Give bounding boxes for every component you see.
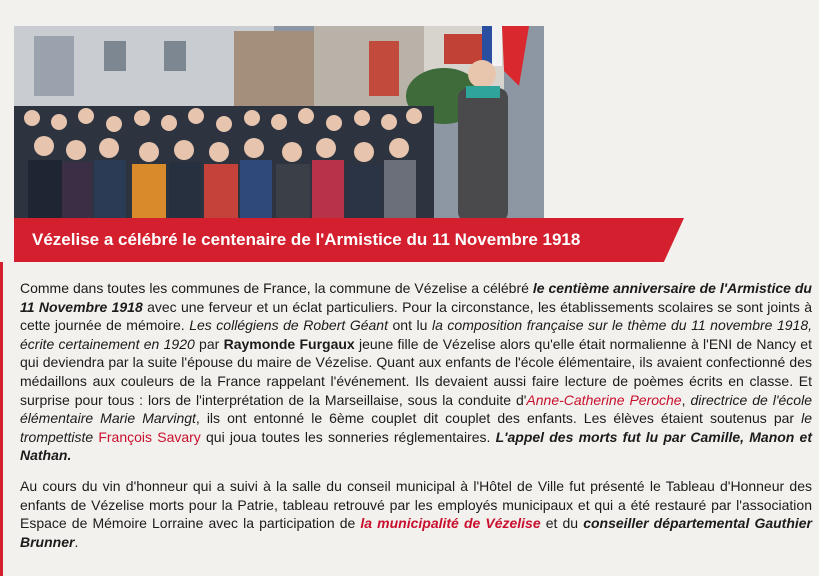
text-run: , ils ont entonné le 6ème couplet dit couplet des enfants. Les élèves étaient soutenus par <box>195 410 802 427</box>
text-run: , <box>681 391 691 408</box>
emphasis-appel-des-morts: L'appel des morts fut lu par Camille, Manon et Nathan. <box>20 428 813 464</box>
emphasis-centenary: le centième anniversaire de l'Armistice du 11 Novembre 1918 <box>20 280 812 315</box>
red-edge-rule <box>0 262 3 576</box>
emphasis-trompettiste: le trompettiste <box>20 410 812 445</box>
title-banner <box>14 218 684 262</box>
text-run: Au cours du vin d'honneur qui a suivi à la salle du conseil municipal à l'Hôtel de Ville fut présenté le Tableau d'Honneur des enfants de Vézelise morts pour la Patrie, tableau retrouvé par les employés municipaux et qui a été restauré par l'association Espace de Mémoire Lorraine avec la participation de <box>20 477 812 532</box>
text-run: . <box>74 533 79 550</box>
text-run: qui joua toutes les sonneries réglementaires. <box>200 428 496 445</box>
name-francois-savary: François Savary <box>98 428 201 445</box>
paragraph-1 <box>20 279 812 465</box>
article-title: Vézelise a célébré le centenaire de l'Armistice du 11 Novembre 1918 <box>32 230 581 249</box>
article-body <box>20 279 812 551</box>
emphasis-municipalite: la municipalité de Vézelise <box>360 515 541 532</box>
text-run: et du <box>540 515 584 532</box>
text-run: avec une ferveur et un éclat particuliers. Pour la circonstance, les établissements scolaires se sont joints à cette journée de mémoire. <box>20 298 812 334</box>
text-run: jeune fille de Vézelise alors qu'elle était normalienne à l'ENI de Nancy et qui deviendra par la suite l'épouse du maire de Vézelise. Quant aux enfants de l'école élémentaire, ils avaient confectionné des médaillons aux couleurs de la France rappelant l'événement. Ils devaient aussi faire lecture de poèmes écrits en classe. Et surprise pour tous : lors de l'interprétation de la Marseillaise, sous la conduite d' <box>20 335 812 408</box>
name-raymonde-furgaux: Raymonde Furgaux <box>223 335 355 352</box>
text-run: Comme dans toutes les communes de France, la commune de Vézelise a célébré <box>20 280 533 296</box>
name-anne-catherine-peroche: Anne-Catherine Peroche <box>526 391 682 408</box>
text-run: par <box>194 335 224 352</box>
text-run: ont lu <box>387 317 432 334</box>
ceremony-photo-illustration <box>14 26 544 222</box>
emphasis-composition: la composition française sur le thème du 11 novembre 1918, écrite certainement en 1920 <box>20 317 813 352</box>
paragraph-2 <box>20 477 812 551</box>
ceremony-photo <box>14 26 544 222</box>
emphasis-college: Les collégiens de Robert Géant <box>189 317 388 334</box>
emphasis-directrice: directrice de l'école élémentaire Marie Marvingt <box>20 391 812 427</box>
emphasis-conseiller: conseiller départemental Gauthier Brunner <box>20 515 813 550</box>
